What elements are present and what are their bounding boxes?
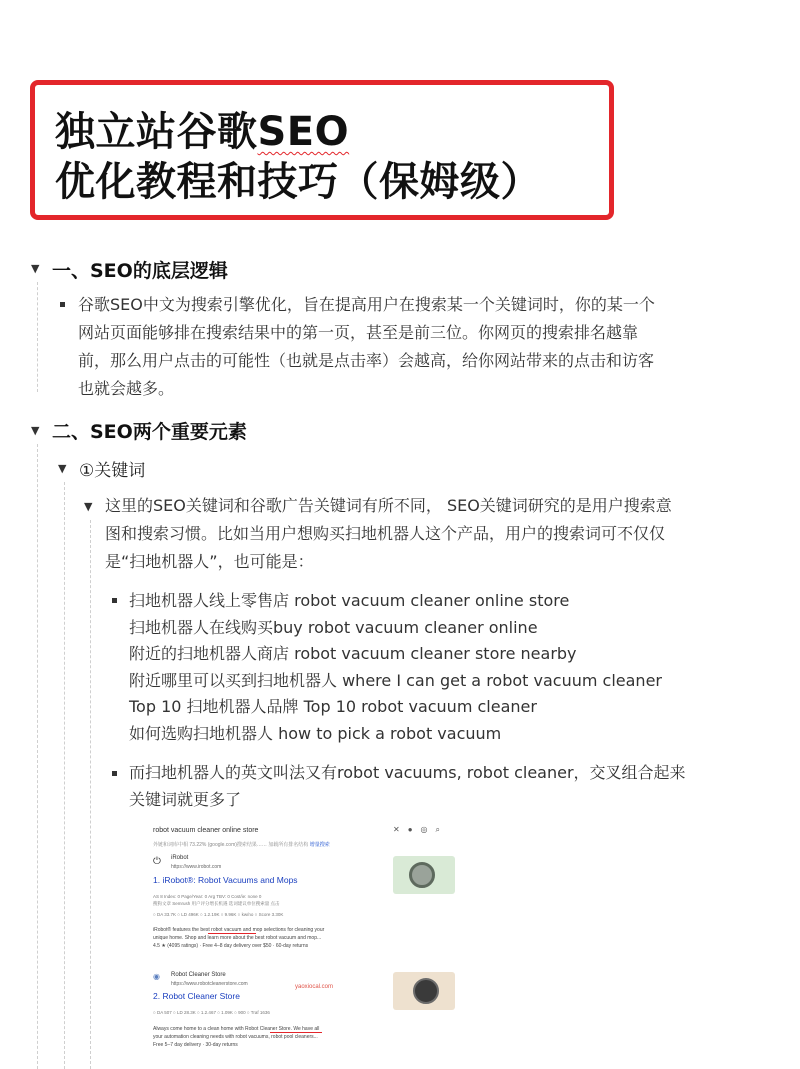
result-1-description: iRobot® features the best robot vacuum and mop selections for cleaning your unique home. Shop and learn more about the best robot vacuum and mop... 4.5 ★ (4095 ratings) · Free 4–8 day delivery over $50 · 60-day returns: [153, 927, 325, 949]
bullet-icon: [60, 302, 65, 307]
title-line-2: 优化教程和技巧（保姆级）: [55, 159, 541, 205]
keyword-example: 附近哪里可以买到扫地机器人 where I can get a robot vacuum cleaner: [129, 670, 662, 690]
result-2-url[interactable]: https://www.robotcleanerstore.com: [171, 981, 248, 987]
result-1-title[interactable]: 1. iRobot®: Robot Vacuums and Mops: [153, 875, 298, 885]
title-seo-word: SEO: [257, 109, 350, 155]
keyword-intro-paragraph: 这里的SEO关键词和谷歌广告关键词有所不同， SEO关键词研究的是用户搜索意 图和搜索习惯。比如当用户想购买扫地机器人这个产品，用户的搜索词可不仅仅 是“扫地机器人”，也可能是：: [105, 496, 672, 571]
guide-line: [37, 282, 38, 392]
watermark-text: yaoxiocal.com: [295, 984, 334, 990]
bullet-icon: [112, 598, 117, 603]
search-toolbar: [393, 825, 448, 835]
result-1-thumbnail[interactable]: [393, 856, 455, 894]
keyword-extra-paragraph: 而扫地机器人的英文叫法又有robot vacuums, robot cleaner，交叉组合起来 关键词就更多了: [129, 763, 686, 809]
keyword-example: 扫地机器人在线购买buy robot vacuum cleaner online: [129, 617, 538, 637]
result-2-site: Robot Cleaner Store: [171, 972, 226, 978]
search-icon[interactable]: ⌕: [435, 825, 449, 834]
bullet-icon: [112, 771, 117, 776]
section-1-heading: 一、SEO的底层逻辑: [52, 260, 228, 282]
keyword-example-list: [129, 588, 662, 747]
close-icon[interactable]: ✕: [393, 825, 408, 834]
result-2-metrics: ○ DA 507 ○ LD 28.3K ○ 1.2.467 ○ 1.09K ○ 900 ○ Traf 1636: [153, 1010, 270, 1015]
keyword-subheading: ①关键词: [79, 461, 146, 481]
collapse-triangle-icon[interactable]: ▼: [58, 462, 67, 475]
result-2-thumbnail[interactable]: [393, 972, 455, 1010]
search-query: robot vacuum cleaner online store: [153, 827, 259, 834]
result-1-url[interactable]: https://www.irobot.com: [171, 864, 222, 870]
result-2-description: Always come home to a clean home with Robot Cleaner Store. We have all your automation cleaning needs with robot vacuums, robot pool cleaners... Free 5–7 day delivery · 30-day returns: [153, 1026, 320, 1048]
section-1-paragraph: 谷歌SEO中文为搜索引擎优化，旨在提高用户在搜索某一个关键词时，你的某一个 网站页面能够排在搜索结果中的第一页，甚至是前三位。你网页的搜索排名越靠 前，那么用户点击的可能性（也就是点击率）会越高，给你网站带来的点击和访客 也就会越多。: [78, 295, 655, 398]
result-1-metrics: ○ DA 33.7K ○ LD 496K ○ 1.2.19K ○ 9.96K ○ kw/no ○ Score 3.30K: [153, 912, 284, 917]
search-results-screenshot: [145, 822, 490, 1069]
collapse-triangle-icon[interactable]: ▼: [84, 500, 93, 513]
guide-line: [64, 482, 65, 1069]
keyword-example: 如何选购扫地机器人 how to pick a robot vacuum: [129, 723, 502, 743]
title-box: [30, 80, 614, 220]
hint-link[interactable]: 增量搜索: [309, 842, 330, 848]
highlight-underline: [208, 933, 256, 934]
guide-line: [90, 520, 91, 1069]
collapse-triangle-icon[interactable]: ▼: [31, 424, 40, 437]
result-2-title[interactable]: 2. Robot Cleaner Store: [153, 991, 240, 1001]
mic-icon[interactable]: ●: [407, 825, 421, 834]
section-2-heading: 二、SEO两个重要元素: [52, 421, 247, 443]
seo-tool-hint: 外链和词库中相 73.22% (google.com)搜索结果…… 加载所有排名结构 增量搜索: [153, 842, 330, 848]
keyword-example: 附近的扫地机器人商店 robot vacuum cleaner store nearby: [129, 644, 577, 663]
result-1-site: iRobot: [171, 855, 189, 861]
lens-icon[interactable]: ◎: [420, 825, 436, 834]
title-line-1: 独立站谷歌SEO: [55, 109, 350, 155]
collapse-triangle-icon[interactable]: ▼: [31, 262, 40, 275]
guide-line: [37, 444, 38, 1069]
power-icon: ⏻: [153, 856, 161, 867]
result-1-meta: AS 8 Index: 0 Page/Year: 0 Arg TBV: 0 Cost/ie: none 0: [153, 894, 262, 899]
result-1-meta: 搜狗文章 Semrush 用户评分增长机遇 选词建议单位搜索量 点击: [153, 901, 280, 906]
site-favicon-icon: ◉: [153, 972, 160, 981]
keyword-example: 扫地机器人线上零售店 robot vacuum cleaner online store: [129, 591, 570, 610]
keyword-example: Top 10 扫地机器人品牌 Top 10 robot vacuum cleaner: [129, 697, 537, 716]
highlight-underline: [270, 1032, 322, 1033]
